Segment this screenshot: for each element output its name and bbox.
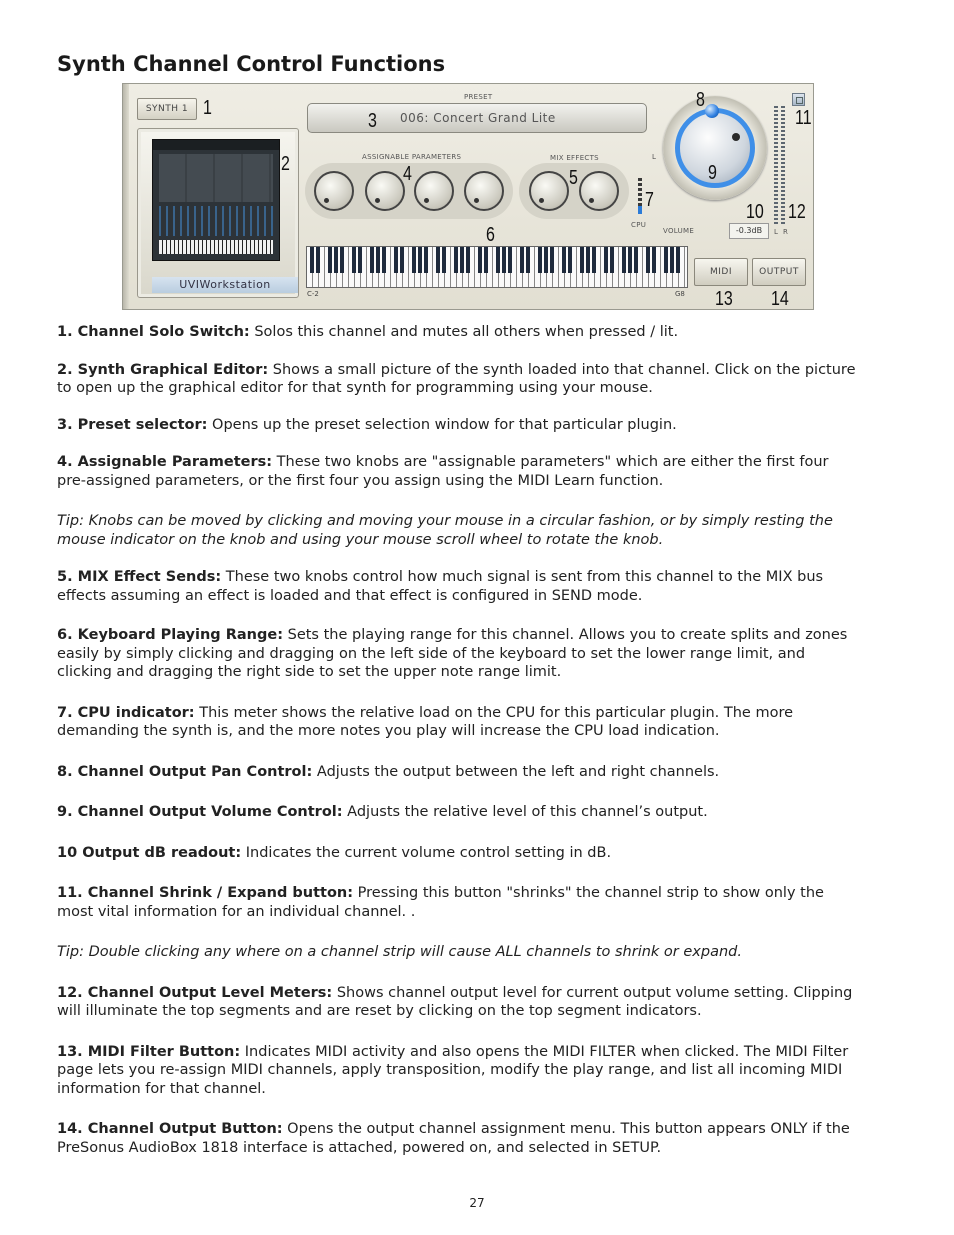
pan-left-label: L [652,153,657,161]
callout-11: 11 [795,107,812,129]
synth-name-label: UVIWorkstation [152,277,298,293]
assignable-knob-4[interactable] [464,171,504,211]
preset-selector[interactable] [307,103,647,133]
item-14: 14. Channel Output Button: Opens the output channel assignment menu. This button appears ONLY if the PreSonus AudioBox 1818 interface is attached, powered on, and selected in SETUP. [57,1121,850,1156]
callout-3: 3 [368,110,377,132]
output-meter-right[interactable] [781,106,785,224]
callout-9: 9 [708,162,717,184]
midi-filter-button[interactable]: MIDI [694,258,748,286]
keyboard-high-label: G8 [675,290,685,298]
assignable-knob-3[interactable] [414,171,454,211]
item-4: 4. Assignable Parameters: These two knobs are "assignable parameters" which are either the first four pre-assigned parameters, or the first four you assign using the MIDI Learn function. [57,454,829,489]
synth-editor-frame [137,128,299,298]
item-3: 3. Preset selector: Opens up the preset selection window for that particular plugin. [57,416,677,433]
callout-13: 13 [715,288,733,310]
callout-6: 6 [486,224,495,246]
item-7: 7. CPU indicator: This meter shows the relative load on the CPU for this particular plugin. The more demanding the synth is, and the more notes you play will increase the CPU load indication. [57,704,794,739]
channel-solo-button[interactable]: SYNTH 1 [137,98,197,120]
assignable-knob-1[interactable] [314,171,354,211]
callout-10: 10 [746,201,764,223]
assignable-knob-2[interactable] [365,171,405,211]
mix-effects-caption: MIX EFFECTS [550,154,599,162]
page-title: Synth Channel Control Functions [57,52,446,76]
item-6: 6. Keyboard Playing Range: Sets the playing range for this channel. Allows you to create splits and zones easily by simply clicking and dragging on the left side of the keyboard to set the lower range limit, and clicking and dragging the right side to set the upper note range limit. [57,627,848,680]
callout-1: 1 [203,97,212,119]
mix-effect-knob-2[interactable] [579,171,619,211]
cpu-caption: CPU [631,221,647,229]
item-2: 2. Synth Graphical Editor: Shows a small picture of the synth loaded into that channel. Click on the picture to open up the graphical editor for that synth for programming using your mouse. [57,361,856,396]
callout-4: 4 [403,163,412,185]
item-11: 11. Channel Shrink / Expand button: Pressing this button "shrinks" the channel strip to show only the most vital information for an individual channel. . [57,885,824,920]
channel-output-button[interactable]: OUTPUT [752,258,806,286]
keyboard-low-label: C-2 [307,290,319,298]
assignable-caption: ASSIGNABLE PARAMETERS [362,153,462,161]
meter-right-label: R [783,228,789,236]
callout-2: 2 [281,153,290,175]
callout-5: 5 [569,167,578,189]
callout-7: 7 [645,189,654,211]
item-5: 5. MIX Effect Sends: These two knobs control how much signal is sent from this channel to the MIX bus effects assuming an effect is loaded and that effect is configured in SEND mode. [57,569,824,604]
preset-value: 006: Concert Grand Lite [400,111,556,125]
item-8: 8. Channel Output Pan Control: Adjusts the output between the left and right channels. [57,763,720,780]
mix-effect-knob-1[interactable] [529,171,569,211]
cpu-indicator [638,178,642,214]
tip-knobs: Tip: Knobs can be moved by clicking and moving your mouse in a circular fashion, or by simply resting the mouse indicator on the knob and using your mouse scroll wheel to rotate the knob. [57,513,833,548]
preset-caption: PRESET [464,93,493,101]
output-meter-left[interactable] [774,106,778,224]
synth-editor-thumbnail[interactable] [152,139,280,261]
callout-12: 12 [788,201,806,223]
db-readout: -0.3dB [729,223,769,239]
page-number: 27 [469,1196,485,1210]
item-13: 13. MIDI Filter Button: Indicates MIDI activity and also opens the MIDI FILTER when clicked. The MIDI Filter page lets you re-assign MIDI channels, apply transposition, modify the play range, and list all incoming MIDI information for that channel. [57,1043,849,1097]
item-12: 12. Channel Output Level Meters: Shows channel output level for current output volume setting. Clipping will illuminate the top segments and are reset by clicking on the top segment indicators. [57,984,853,1019]
synth-channel-strip [122,83,814,310]
item-10: 10 Output dB readout: Indicates the current volume control setting in dB. [57,844,612,861]
volume-caption: VOLUME [663,227,695,235]
pan-indicator-icon[interactable] [705,104,719,118]
shrink-expand-button[interactable] [792,93,805,106]
item-1: 1. Channel Solo Switch: Solos this channel and mutes all others when pressed / lit. [57,324,679,340]
callout-8: 8 [696,89,705,111]
strip-edge [123,84,129,309]
tip-shrink: Tip: Double clicking any where on a channel strip will cause ALL channels to shrink or expand. [57,944,742,960]
function-descriptions [57,323,857,1157]
meter-left-label: L [774,228,779,236]
callout-14: 14 [771,288,789,310]
keyboard-range[interactable] [306,246,688,288]
item-9: 9. Channel Output Volume Control: Adjusts the relative level of this channel’s output. [57,804,708,820]
